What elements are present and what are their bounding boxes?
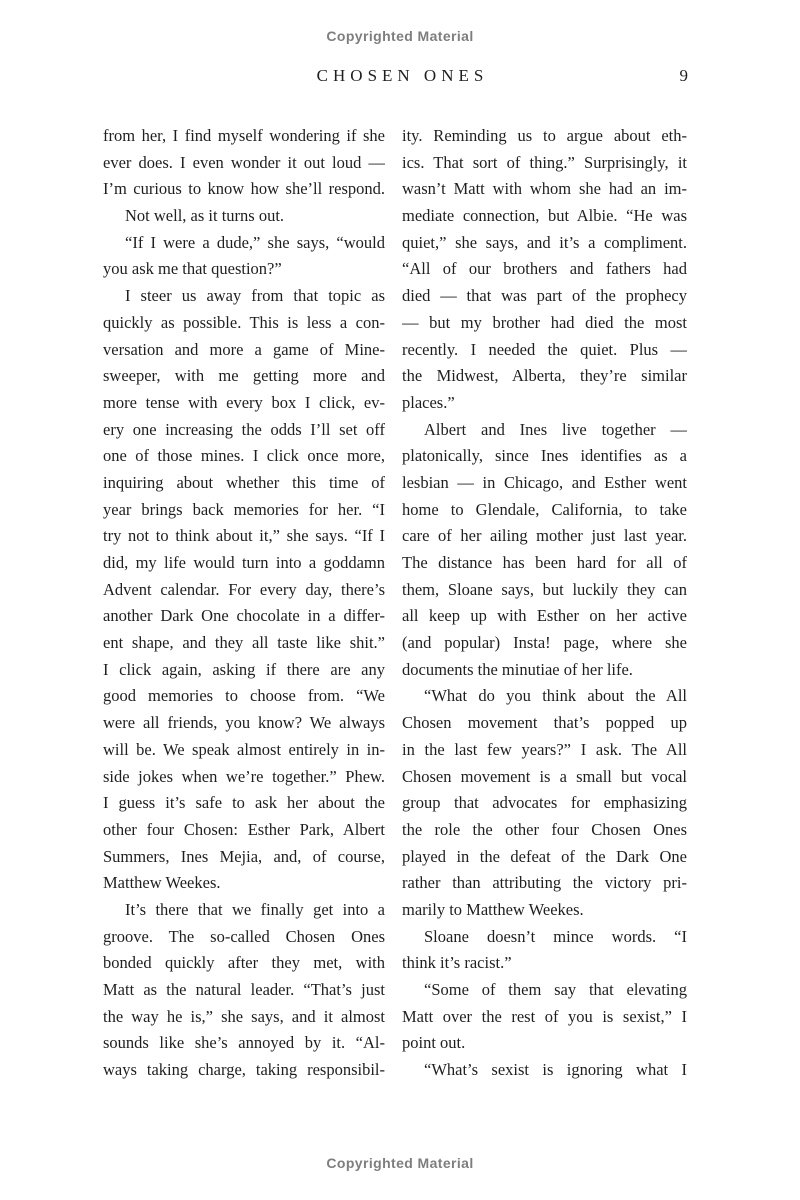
text-line: “What do you think about the All [424, 686, 687, 706]
text-line: more tense with every box I click, ev- [103, 392, 385, 412]
copyright-notice-top: Copyrighted Material [326, 28, 474, 44]
text-line: platonically, since Ines identifies as a [402, 446, 687, 466]
text-line: were all friends, you know? We always [103, 713, 385, 733]
text-line: care of her ailing mother just last year. [402, 526, 687, 546]
text-line: bonded quickly after they met, with [103, 953, 385, 973]
text-line: groove. The so-called Chosen Ones [103, 926, 385, 946]
text-line: I click again, asking if there are any [103, 659, 385, 679]
text-line: Advent calendar. For every day, there’s [103, 579, 385, 599]
text-line: Matt as the natural leader. “That’s just [103, 980, 385, 999]
text-line: mediate connection, but Albie. “He was [402, 206, 687, 226]
text-line: — but my brother had died the most [402, 312, 687, 332]
text-line: all keep up with Esther on her active [402, 606, 687, 626]
text-line: Summers, Ines Mejia, and, of course, [103, 846, 385, 866]
text-line: Matthew Weekes. [103, 873, 221, 893]
text-line: the way he is,” she says, and it almost [103, 1006, 385, 1026]
text-line: ity. Reminding us to argue about eth- [402, 126, 687, 145]
text-line: played in the defeat of the Dark One [402, 846, 687, 866]
text-line: I’m curious to know how she’ll respond. [103, 179, 385, 199]
text-line: year brings back memories for her. “I [103, 499, 385, 519]
text-line: Chosen movement is a small but vocal [402, 766, 687, 786]
text-line: “If I were a dude,” she says, “would [125, 232, 385, 252]
text-line: try not to think about it,” she says. “If I [103, 526, 385, 546]
text-line: side jokes when we’re together.” Phew. [103, 766, 385, 786]
text-line: good memories to choose from. “We [103, 686, 385, 706]
text-line: recently. I needed the quiet. Plus — [402, 339, 687, 359]
text-line: did, my life would turn into a goddamn [103, 553, 385, 572]
text-line: group that advocates for emphasizing [402, 793, 687, 813]
text-columns [103, 123, 687, 1084]
text-line: versation and more a game of Mine- [103, 339, 385, 359]
copyright-notice-bottom: Copyrighted Material [326, 1155, 474, 1171]
text-line: Chosen movement that’s popped up [402, 713, 687, 733]
text-line: places.” [402, 392, 455, 412]
text-line: ery one increasing the odds I’ll set off [103, 419, 385, 439]
text-line: home to Glendale, California, to take [402, 499, 687, 519]
text-line: ent shape, and they all taste like shit.” [103, 633, 385, 653]
text-line: sounds like she’s annoyed by it. “Al- [103, 1033, 385, 1053]
text-line: ics. That sort of thing.” Surprisingly, it [402, 152, 687, 172]
text-line: ways taking charge, taking responsibil- [103, 1060, 385, 1080]
text-line: point out. [402, 1033, 466, 1053]
running-head: CHOSEN ONES [316, 66, 489, 85]
text-line: the role the other four Chosen Ones [402, 819, 687, 839]
text-line: Albert and Ines live together — [424, 419, 687, 439]
text-line: another Dark One chocolate in a differ- [103, 606, 385, 626]
text-line: marily to Matthew Weekes. [402, 899, 584, 919]
text-line: sweeper, with me getting more and [103, 366, 385, 386]
text-line: quiet,” she says, and it’s a compliment. [402, 232, 687, 252]
text-line: “What’s sexist is ignoring what I [424, 1060, 687, 1080]
text-line: The distance has been hard for all of [402, 553, 687, 572]
text-line: (and popular) Insta! page, where she [402, 633, 687, 653]
text-line: Sloane doesn’t mince words. “I [424, 926, 687, 946]
text-line: from her, I find myself wondering if she [103, 126, 385, 145]
text-line: quickly as possible. This is less a con- [103, 312, 385, 332]
text-line: wasn’t Matt with whom she had an im- [402, 179, 687, 199]
text-line: in the last few years?” I ask. The All [402, 739, 687, 759]
text-line: other four Chosen: Esther Park, Albert [103, 819, 385, 839]
text-line: inquiring about whether this time of [103, 472, 385, 492]
text-line: lesbian — in Chicago, and Esther went [402, 472, 687, 492]
text-line: them, Sloane says, but luckily they can [402, 579, 687, 599]
text-line: you ask me that question?” [103, 259, 282, 279]
text-line: I guess it’s safe to ask her about the [103, 793, 385, 813]
text-line: Not well, as it turns out. [125, 206, 285, 226]
text-line: ever does. I even wonder it out loud — [103, 152, 385, 172]
page-number: 9 [679, 66, 688, 85]
text-line: It’s there that we finally get into a [125, 899, 385, 919]
text-line: will be. We speak almost entirely in in- [103, 739, 385, 759]
left-column [103, 123, 385, 1084]
text-line: documents the minutiae of her life. [402, 659, 633, 679]
text-line: think it’s racist.” [402, 953, 512, 973]
text-line: the Midwest, Alberta, they’re similar [402, 366, 687, 386]
text-line: Matt over the rest of you is sexist,” I [402, 1006, 687, 1026]
text-line: “All of our brothers and fathers had [402, 259, 687, 279]
right-column [402, 123, 687, 1084]
text-line: rather than attributing the victory pri- [402, 873, 687, 893]
text-line: one of those mines. I click once more, [103, 446, 385, 466]
text-line: died — that was part of the prophecy [402, 286, 687, 306]
text-line: “Some of them say that elevating [424, 980, 687, 999]
text-line: I steer us away from that topic as [125, 286, 385, 306]
